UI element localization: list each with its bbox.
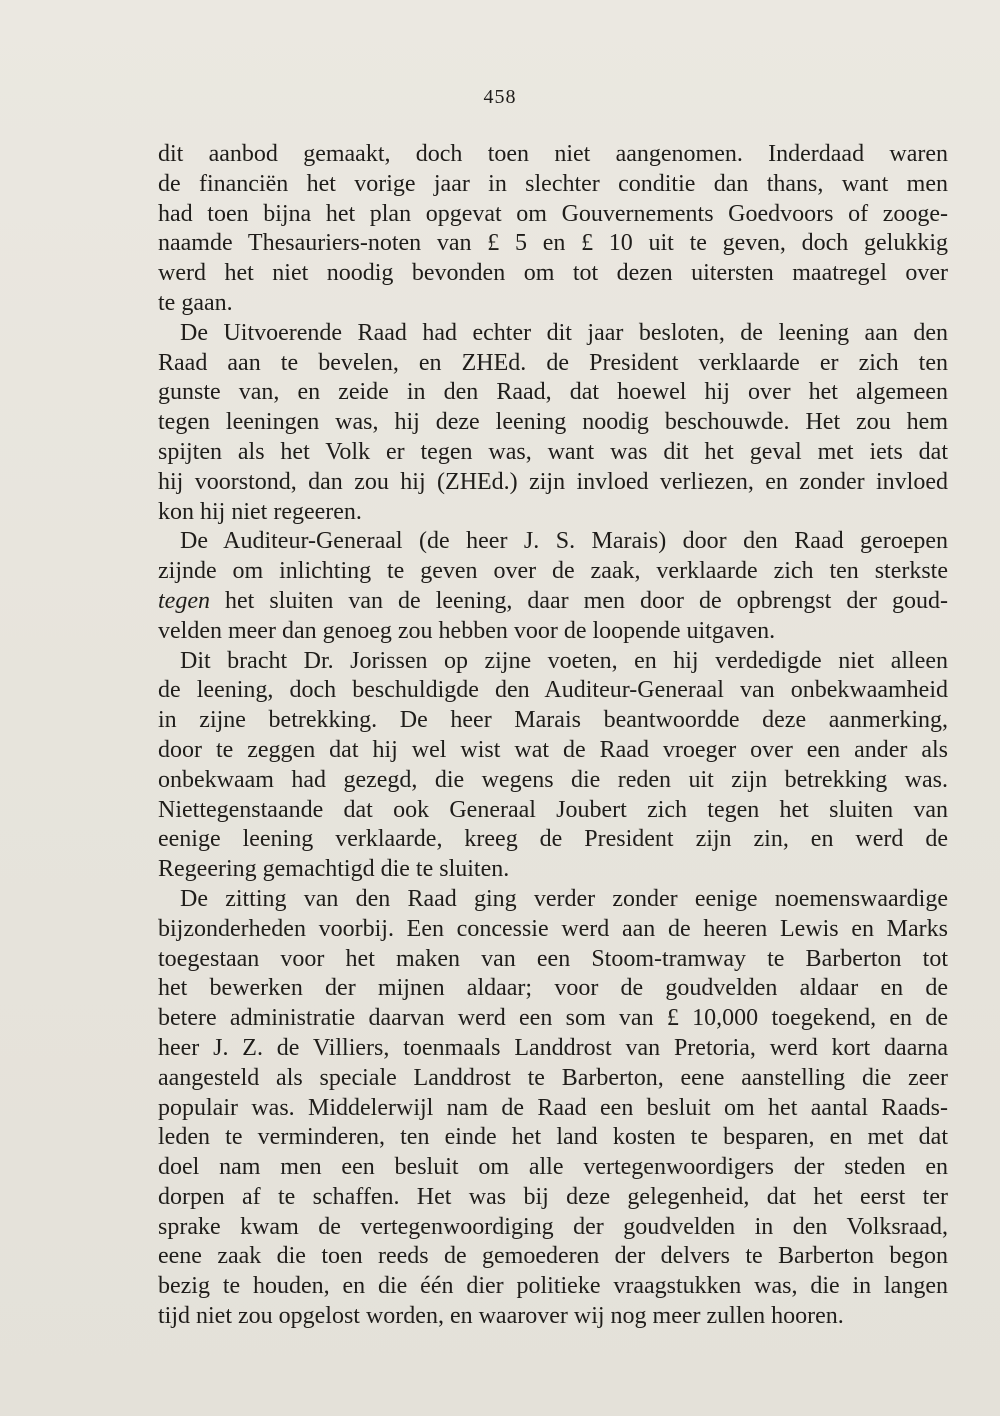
text-line: De Auditeur-Generaal (de heer J. S. Marais) door den Raad geroepen: [180, 528, 948, 555]
text-line: zijnde om inlichting te geven over de zaak, verklaarde zich ten sterkste: [158, 558, 948, 585]
text-line: toegestaan voor het maken van een Stoom-tramway te Barberton tot: [158, 945, 948, 972]
paragraph-2: [158, 319, 948, 528]
text-line: heer J. Z. de Villiers, toenmaals Landdrost van Pretoria, werd kort daarna: [158, 1034, 948, 1061]
text-line: in zijne betrekking. De heer Marais beantwoordde deze aanmerking,: [158, 707, 948, 734]
page-number: 458: [483, 86, 517, 108]
paragraph-1: [158, 140, 948, 319]
italic-emphasis: tegen: [158, 587, 210, 614]
text-line: Niettegenstaande dat ook Generaal Joubert zich tegen het sluiten van: [158, 796, 948, 823]
text-line: tegen leeningen was, hij deze leening noodig beschouwde. Het zou hem: [158, 409, 948, 436]
text-line: werd het niet noodig bevonden om tot dezen uitersten maatregel over: [158, 260, 948, 287]
text-line: sprake kwam de vertegenwoordiging der goudvelden in den Volksraad,: [158, 1213, 948, 1240]
text-line: onbekwaam had gezegd, die wegens die reden uit zijn betrekking was.: [158, 766, 948, 793]
text-line: tijd niet zou opgelost worden, en waarover wij nog meer zullen hooren.: [158, 1303, 844, 1330]
paragraph-3: [158, 527, 948, 646]
text-line: bezig te houden, en die één dier politieke vraagstukken was, die in langen: [158, 1273, 948, 1300]
text-line: De zitting van den Raad ging verder zonder eenige noemenswaardige: [180, 885, 948, 912]
text-line: de financiën het vorige jaar in slechter conditie dan thans, want men: [158, 170, 948, 197]
text-line: Regeering gemachtigd die te sluiten.: [158, 856, 510, 883]
text-line: populair was. Middelerwijl nam de Raad een besluit om het aantal Raads-: [158, 1094, 948, 1121]
text-line italic-line: tegen het sluiten van de leening, daar men door de opbrengst der goud-: [158, 587, 948, 614]
text-line: hij voorstond, dan zou hij (ZHEd.) zijn invloed verliezen, en zonder invloed: [158, 468, 948, 495]
text-line: velden meer dan genoeg zou hebben voor de loopende uitgaven.: [158, 617, 776, 644]
text-line: De Uitvoerende Raad had echter dit jaar besloten, de leening aan den: [180, 319, 948, 346]
text-line: Raad aan te bevelen, en ZHEd. de President verklaarde er zich ten: [158, 349, 948, 376]
text-line: dit aanbod gemaakt, doch toen niet aangenomen. Inderdaad waren: [158, 141, 948, 167]
text-line: naamde Thesauriers-noten van £ 5 en £ 10 uit te geven, doch gelukkig: [158, 230, 948, 257]
paragraph-5: [158, 885, 948, 1332]
text-line: eene zaak die toen reeds de gemoederen der delvers te Barberton begon: [158, 1243, 948, 1270]
text-line: betere administratie daarvan werd een som van £ 10,000 toegekend, en de: [158, 1005, 948, 1032]
text-line: had toen bijna het plan opgevat om Gouvernements Goedvoors of zooge-: [158, 200, 948, 227]
text-line: leden te verminderen, ten einde het land kosten te besparen, en met dat: [158, 1124, 948, 1151]
text-line: bijzonderheden voorbij. Een concessie werd aan de heeren Lewis en Marks: [158, 915, 948, 942]
paragraph-4: [158, 647, 948, 885]
text-line: eenige leening verklaarde, kreeg de President zijn zin, en werd de: [158, 826, 948, 853]
body-text: [158, 140, 948, 1332]
text-line: dorpen af te schaffen. Het was bij deze gelegenheid, dat het eerst ter: [158, 1183, 948, 1210]
text-line: door te zeggen dat hij wel wist wat de Raad vroeger over een ander als: [158, 736, 948, 763]
text-line: spijten als het Volk er tegen was, want was dit het geval met iets dat: [158, 438, 948, 465]
text-line: het bewerken der mijnen aldaar; voor de goudvelden aldaar en de: [158, 975, 948, 1002]
text-line: doel nam men een besluit om alle vertegenwoordigers der steden en: [158, 1154, 948, 1181]
text-line: kon hij niet regeeren.: [158, 498, 362, 525]
text-line: de leening, doch beschuldigde den Auditeur-Generaal van onbekwaamheid: [158, 677, 948, 704]
text-line: aangesteld als speciale Landdrost te Barberton, eene aanstelling die zeer: [158, 1064, 948, 1091]
text-line: gunste van, en zeide in den Raad, dat hoewel hij over het algemeen: [158, 379, 948, 406]
text-line: te gaan.: [158, 289, 233, 316]
text-line: Dit bracht Dr. Jorissen op zijne voeten, en hij verdedigde niet alleen: [180, 647, 948, 674]
